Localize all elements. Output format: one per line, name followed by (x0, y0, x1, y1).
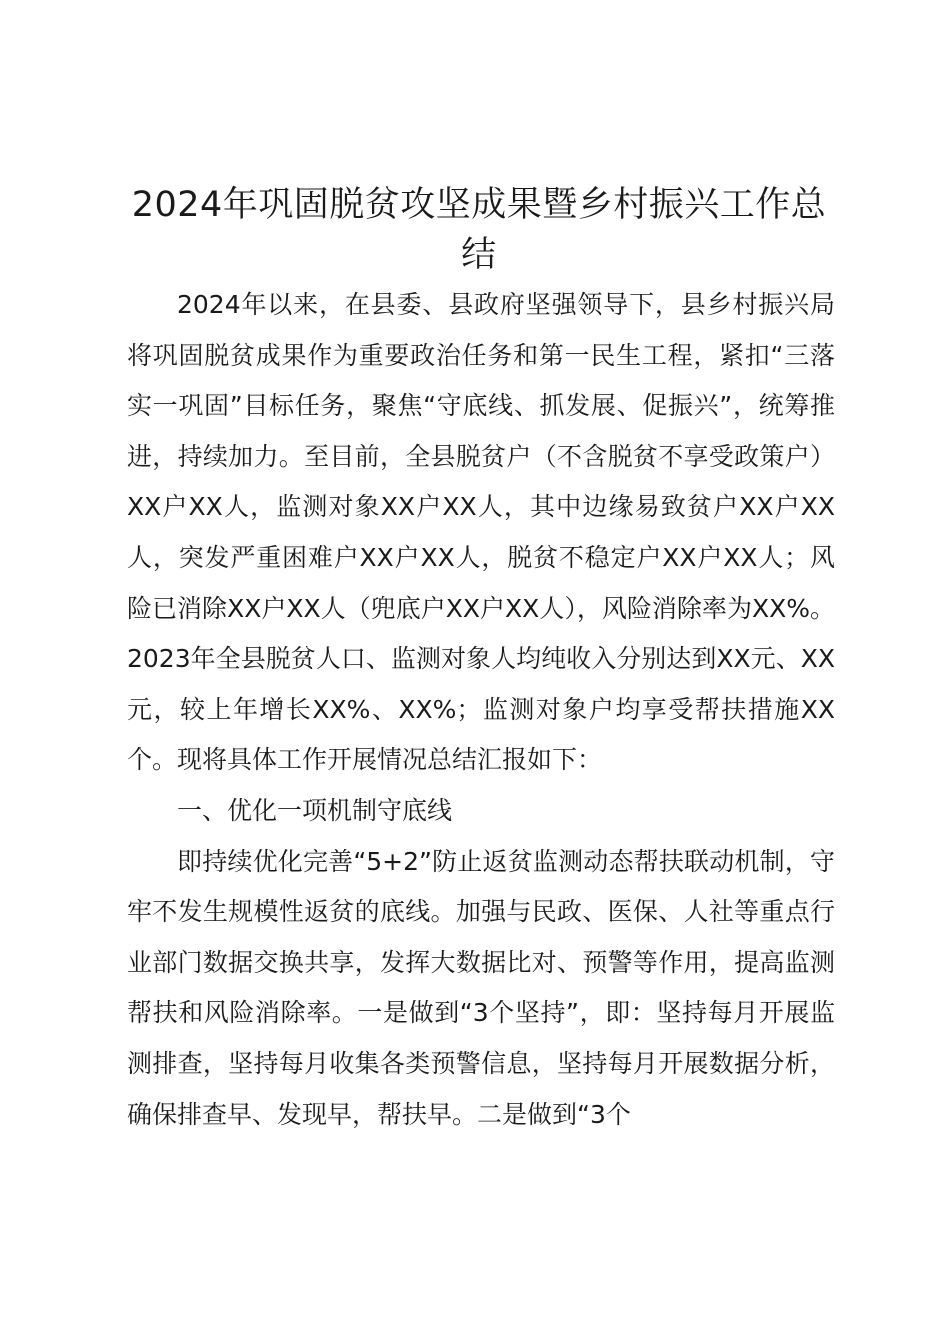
document-body (127, 280, 835, 1140)
section-heading-1: 一、优化一项机制守底线 (177, 795, 453, 825)
document-title: 2024年巩固脱贫攻坚成果暨乡村振兴工作总结 (131, 185, 827, 275)
intro-paragraph: 2024年以来，在县委、县政府坚强领导下，县乡村振兴局将巩固脱贫成果作为重要政治任务和第一民生工程，紧扣“三落实一巩固”目标任务，聚焦“守底线、抓发展、促振兴”，统筹推进，持续加力。至目前，全县脱贫户（不含脱贫不享受政策户）XX户XX人，监测对象XX户XX人，其中边缘易致贫户XX户XX人，突发严重困难户XX户XX人，脱贫不稳定户XX户XX人；风险已消除XX户XX人（兜底户XX户XX人），风险消除率为XX%。2023年全县脱贫人口、监测对象人均纯收入分别达到XX元、XX元，较上年增长XX%、XX%；监测对象户均享受帮扶措施XX个。现将具体工作开展情况总结汇报如下： (127, 290, 835, 775)
section-paragraph-1: 即持续优化完善“5+2”防止返贫监测动态帮扶联动机制，守牢不发生规模性返贫的底线。加强与民政、医保、人社等重点行业部门数据交换共享，发挥大数据比对、预警等作用，提高监测帮扶和风险消除率。一是做到“3个坚持”，即：坚持每月开展监测排查，坚持每月收集各类预警信息，坚持每月开展数据分析，确保排查早、发现早，帮扶早。二是做到“3个 (127, 846, 835, 1129)
